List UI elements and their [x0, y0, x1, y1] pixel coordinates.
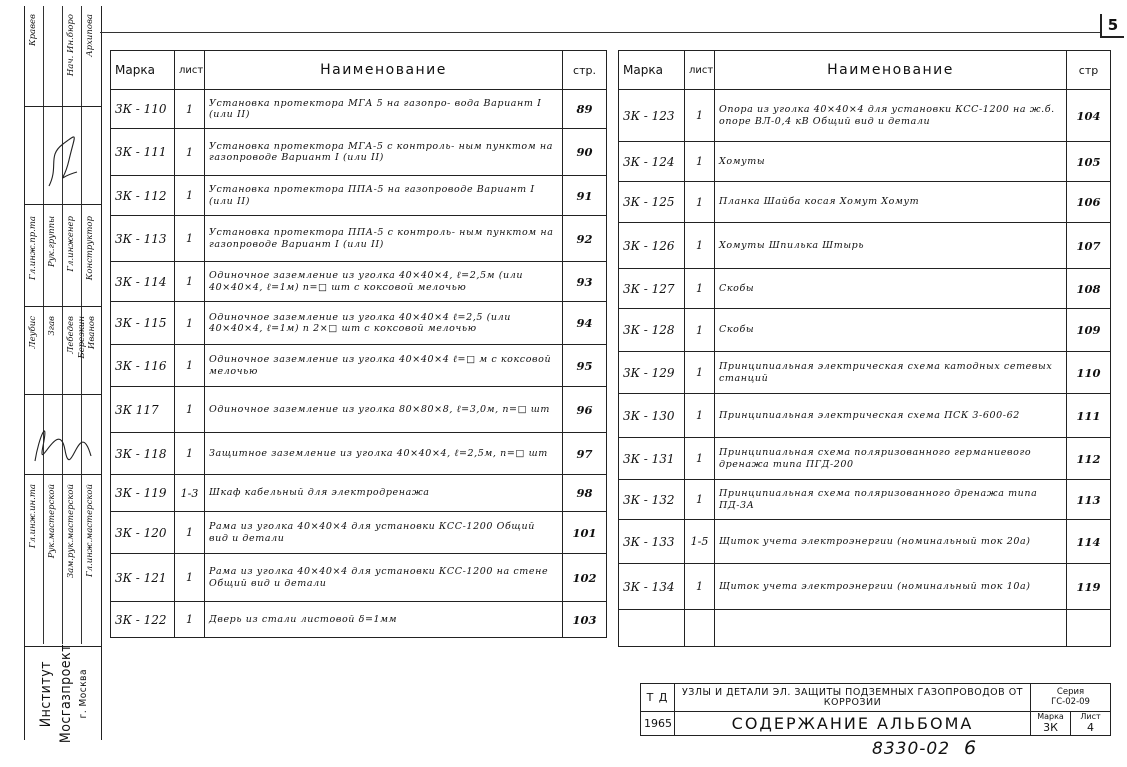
row-page: 102 [563, 554, 607, 602]
row-page: 93 [563, 262, 607, 302]
stamp-signature-name: Кравев [28, 14, 38, 47]
row-mark: 3К - 123 [619, 90, 685, 142]
title-block-title: СОДЕРЖАНИЕ АЛЬБОМА [675, 712, 1031, 736]
row-page: 103 [563, 602, 607, 638]
column-header-sheet: лист [685, 51, 715, 90]
row-name: Рама из уголка 40×40×4 для установки КСС-1200 Общий вид и детали [205, 512, 563, 554]
row-page: 92 [563, 216, 607, 262]
stamp-role: Гл.инженер [66, 216, 76, 272]
row-page: 89 [563, 90, 607, 129]
table-row [111, 262, 607, 302]
row-mark: 3К - 114 [111, 262, 175, 302]
row-page: 91 [563, 176, 607, 216]
institute-stamp [25, 646, 101, 742]
row-page: 104 [1067, 90, 1111, 142]
row-mark: 3К - 121 [111, 554, 175, 602]
table-row [111, 433, 607, 475]
stamp-signature-name: Згав [47, 316, 57, 336]
row-name: Хомуты Шпилька Штырь [715, 223, 1067, 269]
table-row [619, 223, 1111, 269]
table-row [111, 302, 607, 345]
row-mark: 3К - 118 [111, 433, 175, 475]
stamp-role: Зам.рук.мастерской [66, 484, 76, 579]
row-page [1067, 610, 1111, 647]
row-page: 111 [1067, 394, 1111, 438]
row-mark: 3К - 130 [619, 394, 685, 438]
row-sheet: 1 [175, 216, 205, 262]
table-row [111, 176, 607, 216]
table-row [111, 475, 607, 512]
table-row [111, 512, 607, 554]
row-name: Опора из уголка 40×40×4 для установки КСС-1200 на ж.б. опоре ВЛ-0,4 кВ Общий вид и детали [715, 90, 1067, 142]
row-name: Принципиальная электрическая схема ПСК 3-600-62 [715, 394, 1067, 438]
row-mark: 3К - 110 [111, 90, 175, 129]
row-page: 113 [1067, 480, 1111, 520]
table-row [619, 610, 1111, 647]
stamp-role: Гл.инж.пр.та [28, 216, 38, 280]
row-sheet: 1 [175, 345, 205, 387]
table-row [111, 345, 607, 387]
row-name: Щиток учета электроэнергии (номинальный ток 10а) [715, 564, 1067, 610]
mark-value: 3К [1043, 720, 1058, 734]
column-header-name: Наименование [205, 51, 563, 90]
stamp-signature-name: Лебедев [66, 316, 76, 354]
row-name: Одиночное заземление из уголка 80×80×8, ℓ=3,0м, n=□ шт [205, 387, 563, 433]
row-mark: 3К 117 [111, 387, 175, 433]
signature-mark [29, 406, 99, 466]
row-name: Хомуты [715, 142, 1067, 182]
row-sheet: 1-5 [685, 520, 715, 564]
row-mark: 3К - 133 [619, 520, 685, 564]
row-page: 95 [563, 345, 607, 387]
row-mark: 3К - 125 [619, 182, 685, 223]
row-name: Установка протектора ППА-5 с контроль- ным пунктом на газопроводе Вариант I (или II) [205, 216, 563, 262]
title-block-doc-type: Т Д [641, 684, 675, 712]
table-row [619, 480, 1111, 520]
row-page: 106 [1067, 182, 1111, 223]
row-sheet: 1 [685, 480, 715, 520]
row-mark: 3К - 119 [111, 475, 175, 512]
column-header-name: Наименование [715, 51, 1067, 90]
row-page: 108 [1067, 269, 1111, 309]
table-row [619, 309, 1111, 352]
row-page: 112 [1067, 438, 1111, 480]
row-sheet: 1 [175, 512, 205, 554]
row-sheet: 1 [175, 554, 205, 602]
stamp-role: Рук.мастерской [47, 484, 57, 559]
column-header-mark: Марка [111, 51, 175, 90]
table-row [619, 142, 1111, 182]
table-row [619, 352, 1111, 394]
row-page: 119 [1067, 564, 1111, 610]
table-row [111, 387, 607, 433]
row-page: 90 [563, 129, 607, 176]
title-block-series [1031, 684, 1111, 712]
row-name: Установка протектора МГА-5 с контроль- ным пунктом на газопроводе Вариант I (или II) [205, 129, 563, 176]
row-sheet: 1 [175, 176, 205, 216]
row-name: Принципиальная схема поляризованного дренажа типа ПД-3А [715, 480, 1067, 520]
stamp-role: Гл.инж.мастерской [85, 484, 95, 578]
stamp-signature-name: Архипова [85, 14, 95, 57]
row-name: Одиночное заземление из уголка 40×40×4 ℓ=2,5 (или 40×40×4, ℓ=1м) n 2×□ шт с коксовой мелочью [205, 302, 563, 345]
row-page: 101 [563, 512, 607, 554]
row-page: 97 [563, 433, 607, 475]
row-page: 109 [1067, 309, 1111, 352]
row-mark: 3К - 115 [111, 302, 175, 345]
table-row [619, 394, 1111, 438]
institute-name: Мосгазпроект [57, 644, 74, 744]
row-sheet: 1 [175, 602, 205, 638]
page-number: 5 [1100, 14, 1124, 38]
table-row [619, 90, 1111, 142]
row-sheet: 1 [175, 302, 205, 345]
sheet-value: 4 [1087, 720, 1094, 734]
row-name: Защитное заземление из уголка 40×40×4, ℓ=2,5м, n=□ шт [205, 433, 563, 475]
series-label: Серия [1056, 687, 1085, 698]
table-row [111, 90, 607, 129]
row-sheet: 1-3 [175, 475, 205, 512]
title-block-year: 1965 [641, 712, 675, 736]
series-value: ГС-02-09 [1051, 696, 1090, 707]
row-page: 114 [1067, 520, 1111, 564]
row-sheet: 1 [685, 309, 715, 352]
table-row [111, 554, 607, 602]
title-block-sheet [1071, 712, 1111, 736]
row-sheet: 1 [685, 438, 715, 480]
institute-label: Институт [37, 660, 54, 728]
row-mark: 3К - 131 [619, 438, 685, 480]
row-sheet: 1 [685, 564, 715, 610]
row-mark: 3К - 113 [111, 216, 175, 262]
row-mark: 3К - 127 [619, 269, 685, 309]
row-name: Одиночное заземление из уголка 40×40×4, ℓ=2,5м (или 40×40×4, ℓ=1м) n=□ шт с коксовой мелочью [205, 262, 563, 302]
row-name: Дверь из стали листовой δ=1мм [205, 602, 563, 638]
row-sheet: 1 [685, 394, 715, 438]
table-row [111, 129, 607, 176]
sheet-label: Лист [1080, 712, 1101, 722]
row-name: Скобы [715, 309, 1067, 352]
row-page: 105 [1067, 142, 1111, 182]
table-row [619, 564, 1111, 610]
row-page: 96 [563, 387, 607, 433]
stamp-signature-name: Иванов [87, 316, 97, 350]
row-name: Шкаф кабельный для электродренажа [205, 475, 563, 512]
title-block-project: УЗЛЫ И ДЕТАЛИ ЭЛ. ЗАЩИТЫ ПОДЗЕМНЫХ ГАЗОПРОВОДОВ ОТ КОРРОЗИИ [675, 684, 1031, 712]
row-name: Установка протектора МГА 5 на газопро- вода Вариант I (или II) [205, 90, 563, 129]
row-sheet: 1 [685, 352, 715, 394]
row-mark: 3К - 120 [111, 512, 175, 554]
row-name [715, 610, 1067, 647]
row-sheet [685, 610, 715, 647]
row-name: Скобы [715, 269, 1067, 309]
row-sheet: 1 [175, 90, 205, 129]
archive-number: 8330-02 [872, 739, 951, 759]
row-name: Принципиальная электрическая схема катодных сетевых станций [715, 352, 1067, 394]
column-header-mark: Марка [619, 51, 685, 90]
row-sheet: 1 [175, 387, 205, 433]
row-name: Щиток учета электроэнергии (номинальный ток 20а) [715, 520, 1067, 564]
stamp-role: Рук.группы [47, 216, 57, 267]
table-row [619, 520, 1111, 564]
row-mark: 3К - 134 [619, 564, 685, 610]
row-sheet: 1 [175, 262, 205, 302]
row-mark: 3К - 111 [111, 129, 175, 176]
row-page: 94 [563, 302, 607, 345]
handwritten-archive-number [872, 737, 977, 759]
title-block [640, 683, 1111, 736]
table-row [111, 216, 607, 262]
stamp-signature-name: Леубис [28, 316, 38, 349]
stamp-role: Нач. Ин.бюро [66, 14, 76, 77]
row-sheet: 1 [175, 129, 205, 176]
title-block-mark [1031, 712, 1071, 736]
row-sheet: 1 [685, 142, 715, 182]
column-header-page: стр [1067, 51, 1111, 90]
row-page: 98 [563, 475, 607, 512]
row-mark [619, 610, 685, 647]
row-sheet: 1 [175, 433, 205, 475]
row-name: Рама из уголка 40×40×4 для установки КСС-1200 на стене Общий вид и детали [205, 554, 563, 602]
mark-label: Марка [1037, 712, 1064, 722]
row-mark: 3К - 116 [111, 345, 175, 387]
table-row [619, 269, 1111, 309]
institute-city: г. Москва [77, 669, 89, 719]
row-sheet: 1 [685, 269, 715, 309]
row-name: Установка протектора ППА-5 на газопроводе Вариант I (или II) [205, 176, 563, 216]
contents-table-left [110, 50, 607, 638]
table-row [111, 602, 607, 638]
row-mark: 3К - 124 [619, 142, 685, 182]
column-header-sheet: лист [175, 51, 205, 90]
row-page: 110 [1067, 352, 1111, 394]
table-row [619, 182, 1111, 223]
archive-page: 6 [964, 737, 978, 759]
row-mark: 3К - 128 [619, 309, 685, 352]
row-sheet: 1 [685, 223, 715, 269]
row-mark: 3К - 132 [619, 480, 685, 520]
row-name: Одиночное заземление из уголка 40×40×4 ℓ=□ м с коксовой мелочью [205, 345, 563, 387]
row-name: Планка Шайба косая Хомут Хомут [715, 182, 1067, 223]
contents-table-right [618, 50, 1111, 647]
table-header-row [619, 51, 1111, 90]
row-name: Принципиальная схема поляризованного германиевого дренажа типа ПГД-200 [715, 438, 1067, 480]
row-mark: 3К - 122 [111, 602, 175, 638]
row-sheet: 1 [685, 182, 715, 223]
row-mark: 3К - 112 [111, 176, 175, 216]
stamp-signature-name: Березкин [77, 316, 87, 359]
column-header-page: стр. [563, 51, 607, 90]
table-row [619, 438, 1111, 480]
top-border-line [100, 32, 1100, 33]
stamp-role: Конструктор [85, 216, 95, 281]
row-sheet: 1 [685, 90, 715, 142]
row-mark: 3К - 129 [619, 352, 685, 394]
signature-mark [45, 126, 81, 196]
table-header-row [111, 51, 607, 90]
stamp-role: Гл.инж.ин.та [28, 484, 38, 549]
row-page: 107 [1067, 223, 1111, 269]
row-mark: 3К - 126 [619, 223, 685, 269]
approval-stamp-strip [24, 6, 102, 744]
